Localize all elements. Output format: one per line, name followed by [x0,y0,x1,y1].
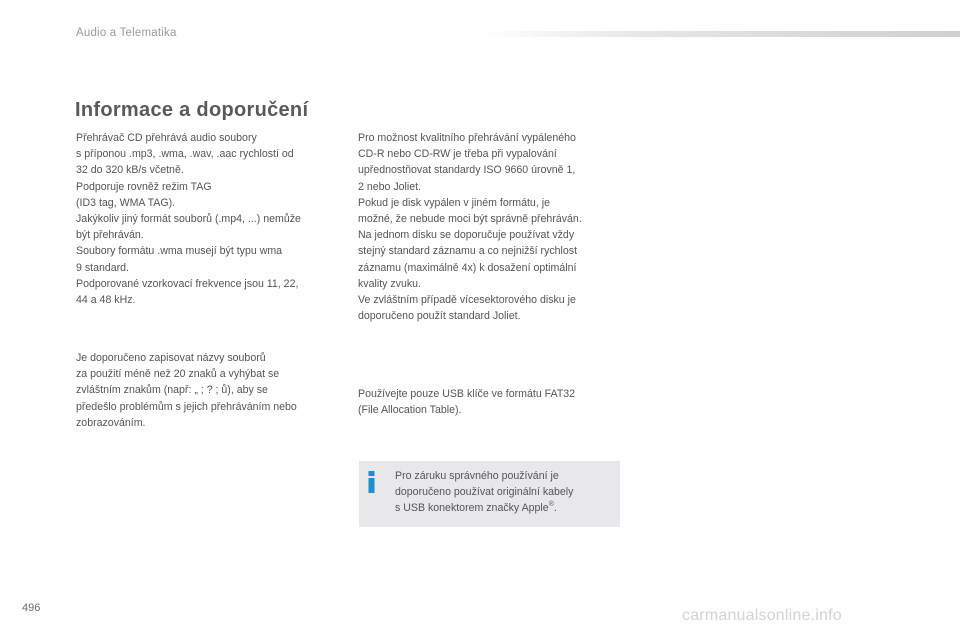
info-icon-dot [369,471,375,476]
usb-format-paragraph: Používejte pouze USB klíče ve formátu FAT32 (File Allocation Table). [358,388,576,417]
watermark: carmanualsonline.info [682,607,842,624]
page-title: Informace a doporučení [75,99,309,121]
info-icon [367,471,377,493]
header-divider-bar [478,31,960,37]
info-note-box [359,461,620,527]
cd-format-paragraph: Přehrávač CD přehrává audio soubory s příponou .mp3, .wma, .wav, .aac rychlostí od 32 do 320 kB/s včetně. Podporuje rovněž režim TAG (ID3 tag, WMA TAG). Jakýkoliv jiný formát souborů (.mp4, ...) nemůže být přehráván. Soubory formátu .wma musejí být typu wma 9 standard. Podporované vzorkovací frekvence jsou 11, 22, 44 a 48 kHz. [76,132,301,307]
info-note-period: . [553,502,557,515]
section-title: Audio a Telematika [76,27,177,39]
info-note-text [395,468,617,517]
page-number: 496 [22,602,41,614]
cd-burning-paragraph: Pro možnost kvalitního přehrávání vypáleného CD-R nebo CD-RW je třeba při vypalování upřednostňovat standardy ISO 9660 úrovně 1, 2 nebo Joliet. Pokud je disk vypálen v jiném formátu, je možné, že nebude moci být správně přehráván. Na jednom disku se doporučuje používat vždy stejný standard záznamu a co nejnižší rychlost záznamu (maximálně 4x) k dosažení optimální kvality zvuku. Ve zvláštním případě vícesektorového disku je doporučeno použít standard Joliet. [358,132,582,323]
registered-mark: ® [548,501,554,509]
info-icon-stem [369,478,375,493]
info-note-body: Pro záruku správného používání je doporučeno používat originální kabely s USB konektorem značky Apple [395,470,574,515]
file-naming-paragraph: Je doporučeno zapisovat názvy souborů za použití méně než 20 znaků a vyhýbat se zvláštním znakům (např: „ ; ? ; ů), aby se předešlo problémům s jejich přehráváním nebo zobrazováním. [76,352,297,429]
